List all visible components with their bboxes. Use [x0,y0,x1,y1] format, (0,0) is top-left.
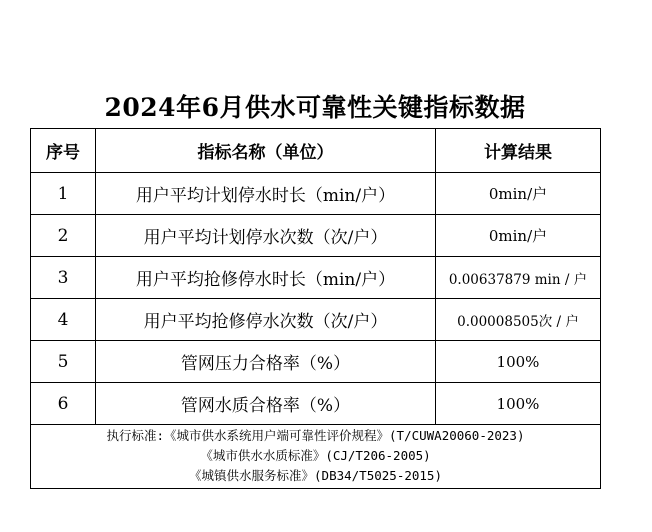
standards-footer-row [31,425,601,489]
table-row [31,299,601,341]
row-index: 6 [31,383,96,425]
row-result: 0min/户 [436,173,601,215]
row-index: 1 [31,173,96,215]
row-index: 3 [31,257,96,299]
standard-line: 《城市供水水质标准》(CJ/T206-2005) [200,448,431,463]
row-result: 0.00637879 min / 户 [436,257,601,299]
table-row [31,215,601,257]
row-indicator-name: 管网水质合格率（%） [96,383,436,425]
table-row [31,341,601,383]
page-title: 2024年6月供水可靠性关键指标数据 [104,93,526,122]
row-result: 100% [436,341,601,383]
row-indicator-name: 用户平均计划停水次数（次/户） [96,215,436,257]
row-indicator-name: 管网压力合格率（%） [96,341,436,383]
table-row [31,173,601,215]
header-indicator-name: 指标名称（单位） [96,129,436,173]
kpi-table [30,128,601,489]
standards-footer [31,425,601,489]
standard-line: 《城镇供水服务标准》(DB34/T5025-2015) [189,468,442,483]
row-result: 0.00008505次 / 户 [436,299,601,341]
table-row [31,383,601,425]
row-indicator-name: 用户平均计划停水时长（min/户） [96,173,436,215]
row-index: 5 [31,341,96,383]
row-indicator-name: 用户平均抢修停水次数（次/户） [96,299,436,341]
row-index: 2 [31,215,96,257]
header-index: 序号 [31,129,96,173]
table-header-row [31,129,601,173]
header-result: 计算结果 [436,129,601,173]
row-result: 0min/户 [436,215,601,257]
standard-line: 执行标准:《城市供水系统用户端可靠性评价规程》(T/CUWA20060-2023) [106,428,525,443]
row-result: 100% [436,383,601,425]
row-indicator-name: 用户平均抢修停水时长（min/户） [96,257,436,299]
row-index: 4 [31,299,96,341]
table-row [31,257,601,299]
